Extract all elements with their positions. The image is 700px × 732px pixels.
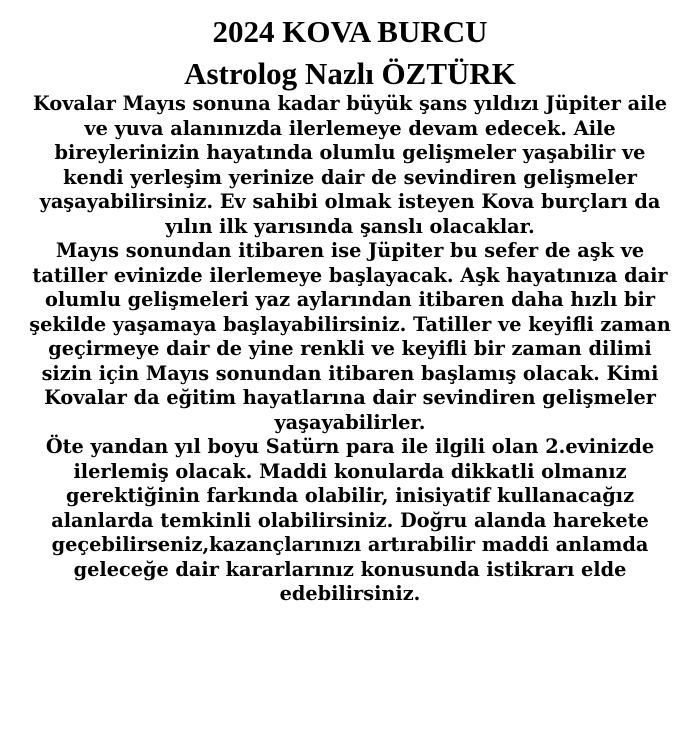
text-line: kendi yerleşim yerinize dair de sevindiren gelişmeler [63,165,637,189]
text-line: alanlarda temkinli olabilirsiniz. Doğru alanda harekete [51,508,649,532]
text-line: Kovalar Mayıs sonuna kadar büyük şans yıldızı Jüpiter aile [33,92,667,115]
text-line: olumlu gelişmeleri yaz aylarından itibaren daha hızlı bir [45,288,655,311]
text-line: gerektiğinin farkında olabilir, inisiyatif kullanacağız [65,484,635,507]
text-line: edebilirsiniz. [279,582,421,605]
text-line: Kovalar da eğitim hayatlarına dair sevindiren gelişmeler [44,386,656,409]
text-line: ilerlemiş olacak. Maddi konularda dikkatli olmanız [73,459,627,483]
text-line: yaşayabilirler. [274,410,426,434]
horoscope-text [0,92,700,607]
text-line: geçebilirseniz,kazançlarınızı artırabilir maddi anlamda [51,533,649,556]
text-line: geleceğe dair kararlarınız konusunda istikrarı elde [73,557,627,581]
text-line: yaşayabilirsiniz. Ev sahibi olmak isteyen Kova burçları da [39,190,661,213]
text-line: yılın ilk yarısında şanslı olacaklar. [165,214,535,238]
text-line: Mayıs sonundan itibaren ise Jüpiter bu sefer de aşk ve [55,239,645,262]
text-line: şekilde yaşamaya başlayabilirsiniz. Tatiller ve keyifli zaman [29,312,671,336]
text-line: geçirmeye dair de yine renkli ve keyifli bir zaman dilimi [48,337,652,360]
text-line: bireylerinizin hayatında olumlu gelişmeler yaşabilir ve [54,141,646,164]
text-line: ve yuva alanınızda ilerlemeye devam edecek. Aile [84,116,616,140]
text-line: tatiller evinizde ilerlemeye başlayacak. Aşk hayatınıza dair [32,263,668,287]
text-line: sizin için Mayıs sonundan itibaren başlamış olacak. Kimi [41,361,659,385]
author-name: Astrolog Nazlı ÖZTÜRK [184,56,516,91]
text-line: Öte yandan yıl boyu Satürn para ile ilgili olan 2.evinizde [45,435,655,458]
document-title: 2024 KOVA BURCU [212,14,488,49]
